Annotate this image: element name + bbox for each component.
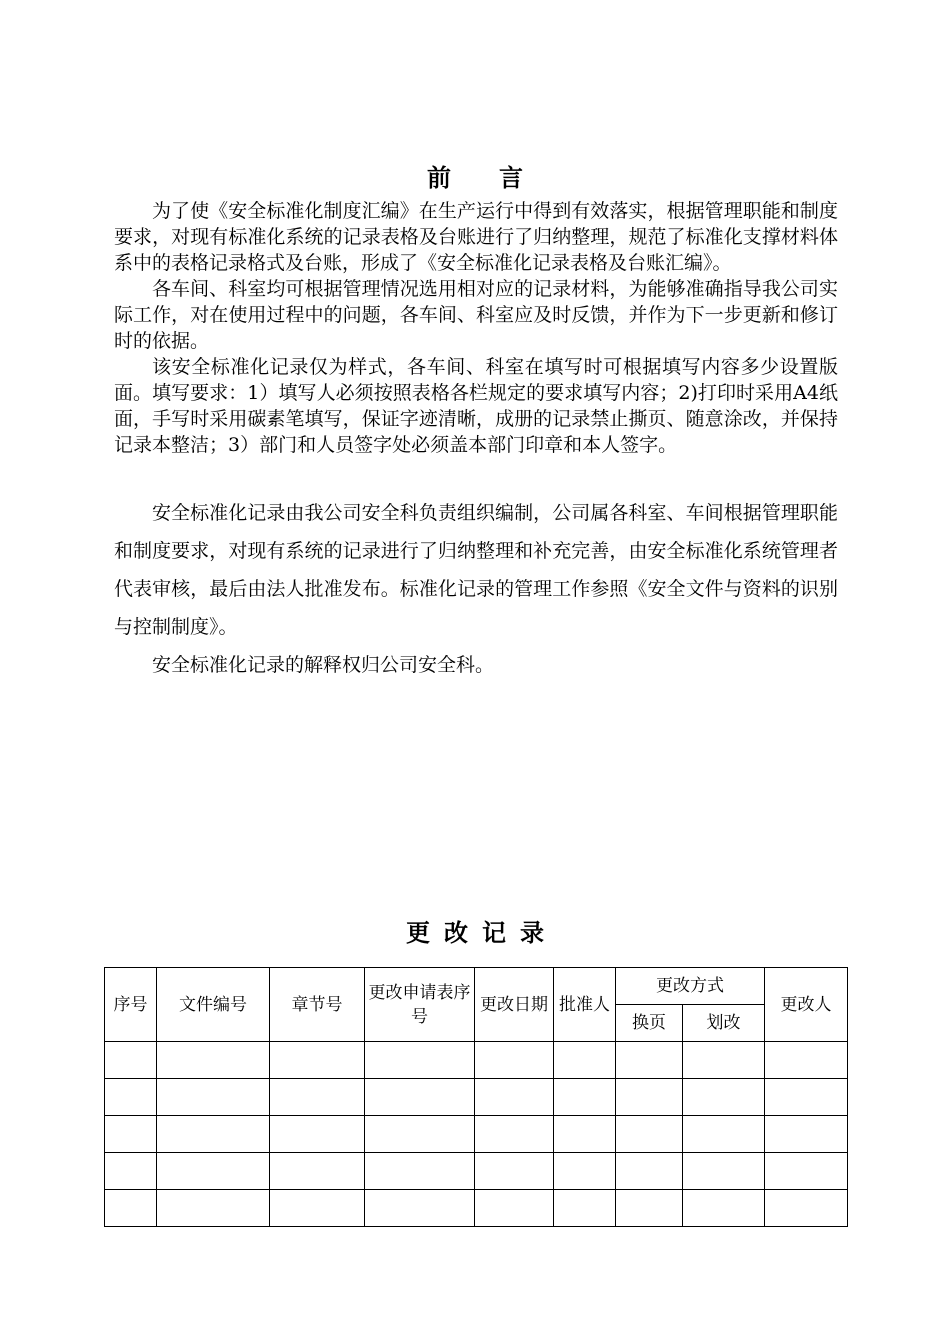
header-change-date: 更改日期: [475, 968, 554, 1042]
table-cell: [554, 1190, 616, 1227]
table-cell: [105, 1190, 157, 1227]
table-cell: [616, 1190, 683, 1227]
table-cell: [475, 1042, 554, 1079]
header-change-method: 更改方式: [616, 968, 765, 1005]
header-request-no: 更改申请表序号: [365, 968, 475, 1042]
change-record-title: 更改记录: [406, 918, 558, 947]
table-cell: [683, 1079, 765, 1116]
table-cell: [554, 1153, 616, 1190]
table-cell: [105, 1042, 157, 1079]
change-record-body: [105, 1042, 848, 1227]
table-cell: [616, 1116, 683, 1153]
header-changer: 更改人: [765, 968, 848, 1042]
table-cell: [270, 1190, 365, 1227]
table-row: [105, 1042, 848, 1079]
table-cell: [105, 1153, 157, 1190]
preface-paragraph-2: 各车间、科室均可根据管理情况选用相对应的记录材料，为能够准确指导我公司实际工作，对在使用过程中的问题，各车间、科室应及时反馈，并作为下一步更新和修订时的依据。: [114, 278, 838, 352]
preface-body-block-1: [114, 198, 838, 458]
table-cell: [270, 1042, 365, 1079]
header-seq: 序号: [105, 968, 157, 1042]
table-cell: [157, 1079, 270, 1116]
table-cell: [765, 1116, 848, 1153]
table-cell: [554, 1079, 616, 1116]
table-cell: [270, 1079, 365, 1116]
preface-paragraph-4: 安全标准化记录由我公司安全科负责组织编制，公司属各科室、车间根据管理职能和制度要求，对现有系统的记录进行了归纳整理和补充完善，由安全标准化系统管理者代表审核，最后由法人批准发布。标准化记录的管理工作参照《安全文件与资料的识别与控制制度》。: [114, 502, 838, 638]
table-cell: [157, 1190, 270, 1227]
preface-body-block-2: [114, 494, 838, 684]
table-cell: [683, 1153, 765, 1190]
header-file-no: 文件编号: [157, 968, 270, 1042]
table-row: [105, 1116, 848, 1153]
table-cell: [683, 1190, 765, 1227]
table-cell: [765, 1190, 848, 1227]
table-cell: [157, 1116, 270, 1153]
table-row: [105, 1079, 848, 1116]
table-cell: [765, 1042, 848, 1079]
table-cell: [270, 1116, 365, 1153]
table-cell: [157, 1153, 270, 1190]
table-cell: [157, 1042, 270, 1079]
table-cell: [475, 1153, 554, 1190]
table-cell: [616, 1042, 683, 1079]
table-cell: [554, 1116, 616, 1153]
table-cell: [616, 1079, 683, 1116]
preface-paragraph-1: 为了使《安全标准化制度汇编》在生产运行中得到有效落实，根据管理职能和制度要求，对现有标准化系统的记录表格及台账进行了归纳整理，规范了标准化支撑材料体系中的表格记录格式及台账，形成了《安全标准化记录表格及台账汇编》。: [114, 200, 838, 274]
preface-paragraph-3: 该安全标准化记录仅为样式，各车间、科室在填写时可根据填写内容多少设置版面。填写要求：1）填写人必须按照表格各栏规定的要求填写内容；2)打印时采用A4纸面，手写时采用碳素笔填写，保证字迹清晰，成册的记录禁止撕页、随意涂改，并保持记录本整洁；3）部门和人员签字处必须盖本部门印章和本人签字。: [114, 356, 838, 456]
preface-title: 前言: [427, 163, 571, 192]
table-cell: [365, 1153, 475, 1190]
table-row: [105, 1153, 848, 1190]
header-method-strike: 划改: [683, 1005, 765, 1042]
table-cell: [765, 1153, 848, 1190]
header-chapter-no: 章节号: [270, 968, 365, 1042]
table-cell: [475, 1079, 554, 1116]
table-cell: [683, 1116, 765, 1153]
table-cell: [365, 1116, 475, 1153]
header-approver: 批准人: [554, 968, 616, 1042]
table-cell: [765, 1079, 848, 1116]
table-cell: [365, 1079, 475, 1116]
change-record-table: [104, 967, 848, 1227]
table-cell: [616, 1153, 683, 1190]
preface-paragraph-5: 安全标准化记录的解释权归公司安全科。: [152, 654, 495, 676]
table-cell: [475, 1190, 554, 1227]
table-cell: [365, 1190, 475, 1227]
table-row: [105, 1190, 848, 1227]
table-cell: [365, 1042, 475, 1079]
table-cell: [475, 1116, 554, 1153]
table-cell: [105, 1079, 157, 1116]
header-method-replace: 换页: [616, 1005, 683, 1042]
table-cell: [270, 1153, 365, 1190]
table-cell: [683, 1042, 765, 1079]
table-cell: [554, 1042, 616, 1079]
table-cell: [105, 1116, 157, 1153]
